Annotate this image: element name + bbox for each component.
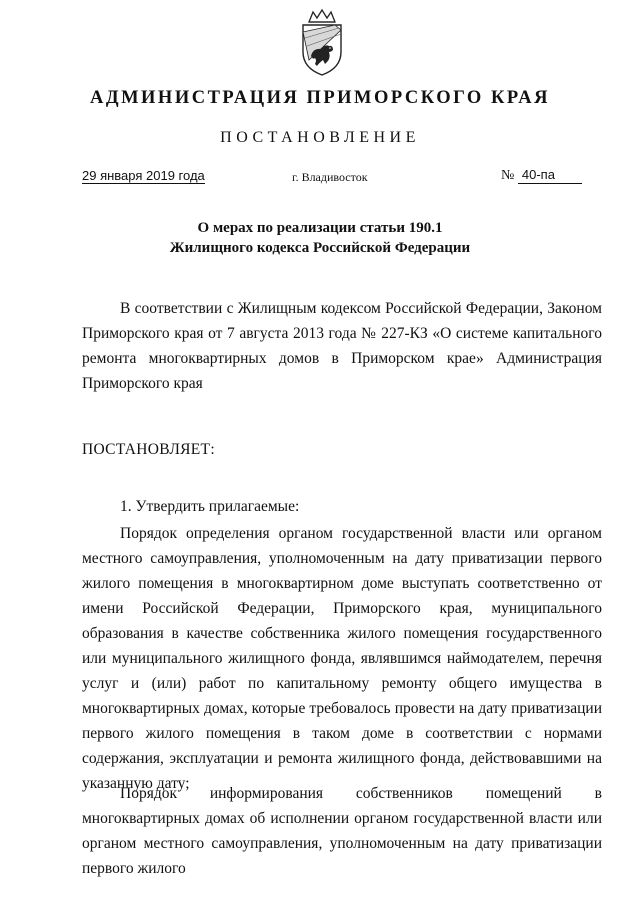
paragraph-2: Порядок информирования собственников помещений в многоквартирных домах об исполнении органом государственной власти или органом местного самоуправления, уполномоченным на дату приватизации первого жилого (82, 785, 602, 877)
document-number (501, 167, 582, 184)
subject-line-1: О мерах по реализации статьи 190.1 (197, 220, 443, 236)
document-subject (0, 218, 640, 258)
decree-heading: ПОСТАНОВЛЯЕТ: (82, 441, 215, 458)
number-value: 40-па (518, 167, 582, 184)
document-date: 29 января 2019 года (82, 168, 205, 183)
subject-line-2: Жилищного кодекса Российской Федерации (169, 240, 471, 256)
number-prefix: № (501, 168, 515, 183)
coat-of-arms-icon (295, 8, 349, 78)
paragraph-1: Порядок определения органом государственной власти или органом местного самоуправления, уполномоченным на дату приватизации первого жилого помещения в многоквартирном доме выступать соответственно от имени Российской Федерации, Приморского края, муниципального образования в качестве собственника жилого помещения государственного или муниципального жилищного фонда, являвшимся наймодателем, перечня услуг и (или) работ по капитальному ремонту общего имущества в многоквартирных домах, которые требовалось провести на дату приватизации первого жилого помещения в таком доме в соответствии с нормами содержания, эксплуатации и ремонта жилищного фонда, действовавшими на указанную дату; (82, 525, 602, 792)
document-city: г. Владивосток (292, 170, 368, 184)
lead-paragraph: В соответствии с Жилищным кодексом Российской Федерации, Законом Приморского края от 7 августа 2013 года № 227-КЗ «О системе капитального ремонта многоквартирных домов в Приморском крае» Администрация Приморского края (82, 300, 602, 392)
org-title: АДМИНИСТРАЦИЯ ПРИМОРСКОГО КРАЯ (89, 88, 551, 108)
item-1: 1. Утвердить прилагаемые: (120, 498, 300, 515)
document-type: ПОСТАНОВЛЕНИЕ (220, 129, 420, 146)
